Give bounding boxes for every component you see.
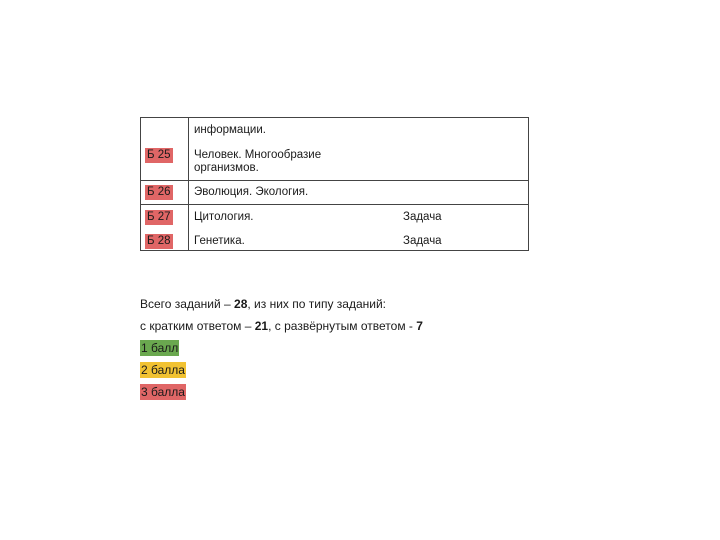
- summary-text: с кратким ответом –: [140, 319, 255, 333]
- legend-2-points: 2 балла: [141, 363, 185, 377]
- table-cell-topic: Цитология.: [194, 211, 254, 223]
- table-cell-topic: Генетика.: [194, 235, 245, 247]
- task-code-badge: Б 26: [147, 186, 171, 198]
- table-cell-topic: организмов.: [194, 162, 259, 174]
- long-answer-count: 7: [416, 319, 423, 333]
- legend-1-point: 1 балл: [141, 341, 179, 355]
- row-divider: [141, 204, 528, 205]
- task-code-badge: Б 27: [147, 211, 171, 223]
- summary-total-line: [140, 297, 386, 311]
- summary-text: Всего заданий –: [140, 297, 235, 311]
- short-answer-count: 21: [254, 319, 269, 333]
- table-cell-topic: Эволюция. Экология.: [194, 186, 309, 198]
- total-tasks-count: 28: [234, 297, 248, 311]
- table-cell-topic: Человек. Многообразие: [194, 149, 322, 161]
- task-code-badge: Б 28: [147, 235, 171, 247]
- legend-3-points: 3 балла: [141, 385, 185, 399]
- column-divider: [188, 118, 189, 250]
- table-cell-topic: информации.: [194, 124, 266, 136]
- task-table: [140, 117, 529, 251]
- summary-text: , с развёрнутым ответом -: [268, 319, 417, 333]
- table-cell-type: Задача: [403, 211, 442, 223]
- summary-answer-types-line: [140, 319, 423, 333]
- row-divider: [141, 180, 528, 181]
- task-code-badge: Б 25: [147, 149, 171, 161]
- summary-text: , из них по типу заданий:: [247, 297, 387, 311]
- table-cell-type: Задача: [403, 235, 442, 247]
